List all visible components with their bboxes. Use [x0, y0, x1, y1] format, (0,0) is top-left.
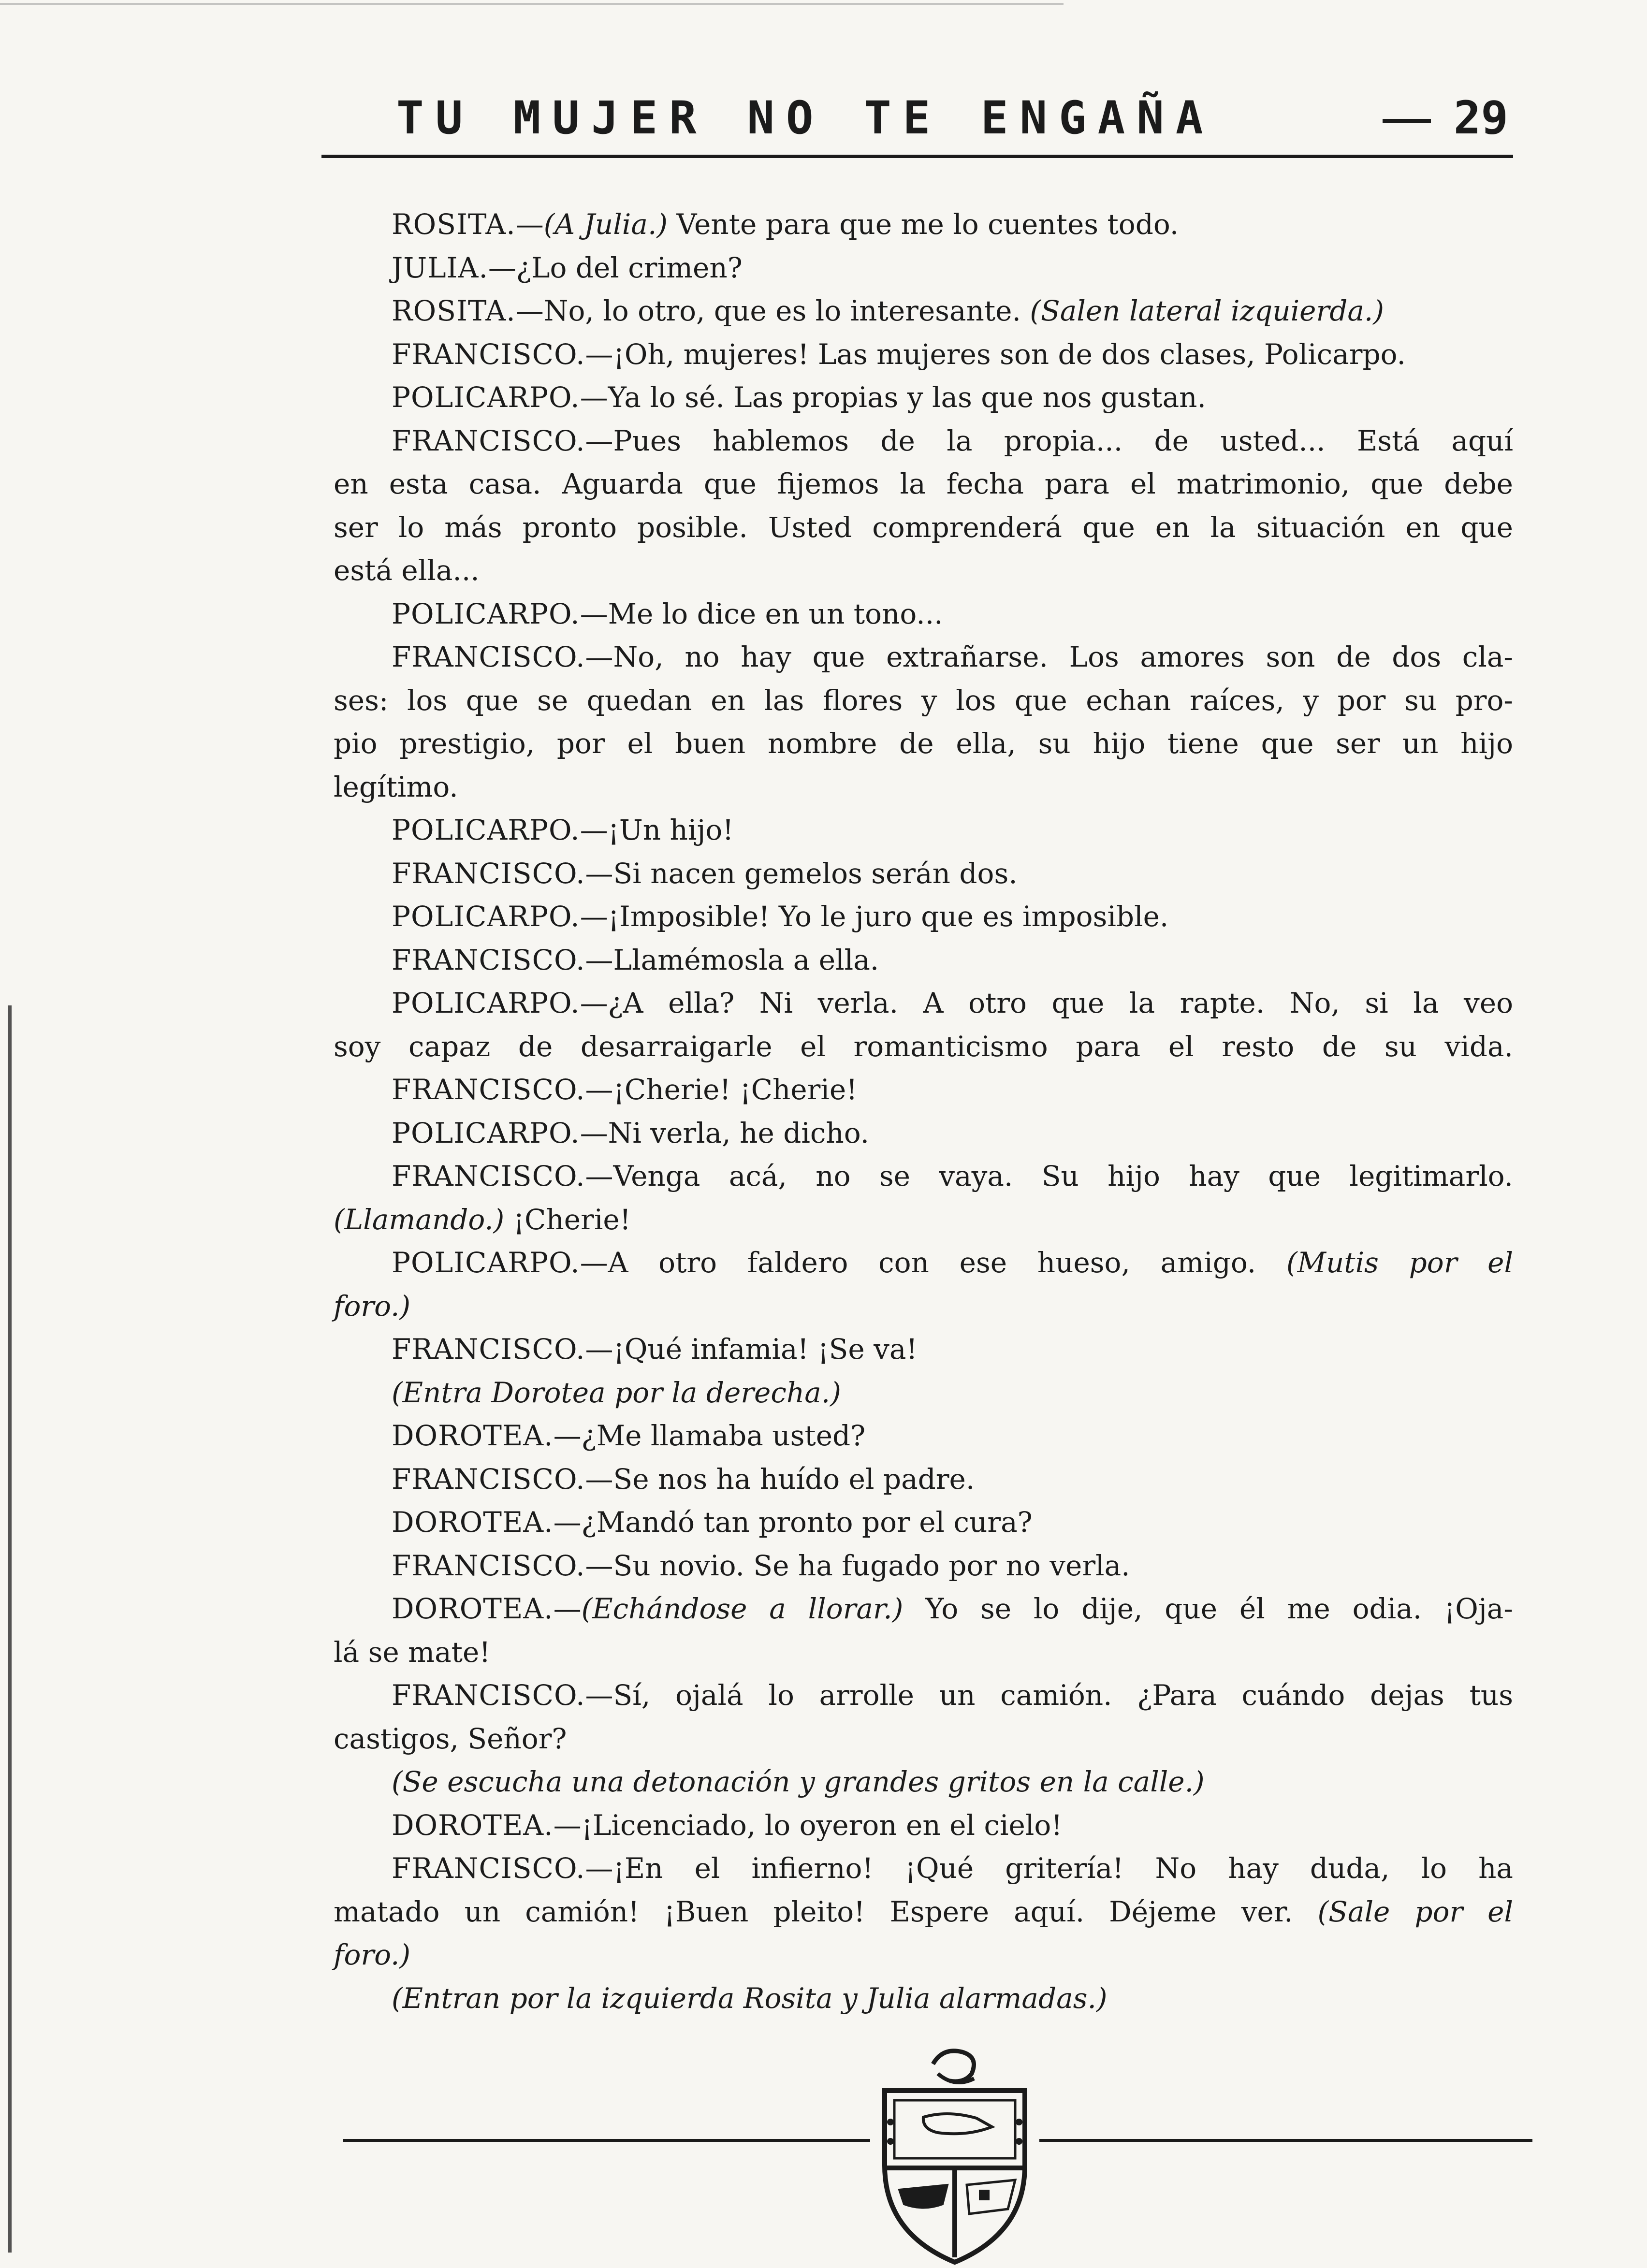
stage-direction: (Entra Dorotea por la derecha.)	[392, 1376, 841, 1409]
text-line	[334, 1890, 1513, 1934]
dialogue-line	[334, 1674, 1513, 1717]
speaker-name: FRANCISCO.	[392, 1073, 585, 1106]
stage-direction: (Sale por el	[1317, 1895, 1513, 1928]
speaker-name: DOROTEA.	[392, 1506, 554, 1539]
dialogue-text: —No, lo otro, que es lo interesante.	[515, 294, 1030, 327]
speaker-name: DOROTEA.	[392, 1592, 554, 1625]
dialogue-line	[334, 982, 1513, 1025]
speaker-name: FRANCISCO.	[392, 424, 585, 457]
dialogue-line	[334, 420, 1513, 463]
dialogue-line	[334, 1328, 1513, 1371]
speaker-name: FRANCISCO.	[392, 640, 585, 673]
page-number: 29	[1453, 92, 1508, 145]
dialogue-line	[334, 809, 1513, 852]
text-line	[334, 506, 1513, 550]
dialogue-text: —A otro faldero con ese hueso, amigo.	[580, 1246, 1286, 1279]
dialogue-text: —¿Lo del crimen?	[488, 251, 743, 284]
dialogue-text: ses: los que se quedan en las flores y los que echan raíces, y por su pro-	[334, 683, 1513, 717]
text-line	[334, 463, 1513, 506]
running-title: TU MUJER NO TE ENGAÑA	[396, 92, 1215, 145]
dialogue-text: ¡Cherie!	[504, 1203, 631, 1236]
stage-direction: (Llamando.)	[334, 1203, 505, 1236]
scan-edge-left	[8, 1005, 12, 2253]
dialogue-line	[334, 333, 1513, 377]
text-line	[334, 1631, 1513, 1674]
dialogue-line	[334, 1501, 1513, 1544]
stage-direction: (A Julia.)	[543, 208, 668, 241]
stage-direction-line	[334, 1198, 1513, 1242]
text-line	[334, 1025, 1513, 1069]
text-line	[334, 766, 1513, 809]
dialogue-line	[334, 1241, 1513, 1285]
dialogue-text: —¡Imposible! Yo le juro que es imposible.	[580, 900, 1169, 933]
dialogue-line	[334, 247, 1513, 290]
dialogue-text: —	[515, 208, 544, 241]
dialogue-line	[334, 376, 1513, 420]
speaker-name: POLICARPO.	[392, 814, 580, 846]
dialogue-text: lá se mate!	[334, 1635, 491, 1669]
dialogue-line	[334, 1847, 1513, 1890]
speaker-name: DOROTEA.	[392, 1419, 554, 1452]
dialogue-line	[334, 1458, 1513, 1501]
dialogue-line	[334, 290, 1513, 333]
dialogue-text: —Venga acá, no se vaya. Su hijo hay que legitimarlo.	[585, 1160, 1513, 1192]
stage-direction-line	[334, 1285, 1513, 1328]
dialogue-text: —Ya lo sé. Las propias y las que nos gustan.	[580, 381, 1206, 414]
dialogue-text: —Ni verla, he dicho.	[580, 1116, 870, 1149]
stage-direction: foro.)	[334, 1289, 411, 1323]
speaker-name: FRANCISCO.	[392, 1160, 585, 1192]
dialogue-text: —	[553, 1592, 582, 1625]
speaker-name: ROSITA.	[392, 294, 516, 327]
speaker-name: FRANCISCO.	[392, 1462, 585, 1496]
dialogue-text: —¡Licenciado, lo oyeron en el cielo!	[553, 1808, 1063, 1842]
page-header	[396, 92, 1508, 145]
speaker-name: FRANCISCO.	[392, 857, 585, 890]
dialogue-text: en esta casa. Aguarda que fijemos la fecha para el matrimonio, que debe	[334, 467, 1513, 500]
speaker-name: POLICARPO.	[392, 1246, 580, 1279]
dialogue-text: —Su novio. Se ha fugado por no verla.	[585, 1549, 1130, 1582]
speaker-name: POLICARPO.	[392, 597, 580, 630]
dialogue-line	[334, 1068, 1513, 1112]
speaker-name: POLICARPO.	[392, 381, 580, 414]
dialogue-text: Yo se lo dije, que él me odia. ¡Oja-	[903, 1592, 1513, 1625]
speaker-name: FRANCISCO.	[392, 1679, 585, 1712]
dialogue-line	[334, 636, 1513, 679]
speaker-name: FRANCISCO.	[392, 337, 585, 371]
dialogue-text: —¡Un hijo!	[580, 814, 734, 846]
dialogue-text: —¿Me llamaba usted?	[553, 1419, 866, 1452]
dialogue-text: —¿A ella? Ni verla. A otro que la rapte. No, si la veo	[580, 987, 1513, 1019]
text-line	[334, 1717, 1513, 1761]
stage-direction: (Mutis por el	[1286, 1246, 1513, 1279]
stage-direction: (Salen lateral izquierda.)	[1030, 294, 1384, 327]
stage-direction: (Se escucha una detonación y grandes gritos en la calle.)	[392, 1765, 1205, 1798]
dialogue-line	[334, 203, 1513, 247]
speaker-name: POLICARPO.	[392, 900, 580, 933]
dialogue-line	[334, 1155, 1513, 1198]
speaker-name: FRANCISCO.	[392, 1852, 585, 1885]
dialogue-text: —¡Oh, mujeres! Las mujeres son de dos clases, Policarpo.	[585, 337, 1406, 371]
dialogue-text: legítimo.	[334, 770, 458, 803]
speaker-name: ROSITA.	[392, 208, 516, 241]
dialogue-text: —¡Cherie! ¡Cherie!	[585, 1073, 858, 1106]
text-line	[334, 679, 1513, 723]
dialogue-text: matado un camión! ¡Buen pleito! Espere aquí. Déjeme ver.	[334, 1895, 1318, 1928]
speaker-name: POLICARPO.	[392, 1116, 580, 1149]
dialogue-text: Vente para que me lo cuentes todo.	[668, 208, 1179, 241]
dialogue-line	[334, 1112, 1513, 1155]
dialogue-text: —¡En el infierno! ¡Qué gritería! No hay duda, lo ha	[585, 1852, 1513, 1885]
stage-direction-line	[334, 1977, 1513, 2021]
footer-rule-right	[1039, 2139, 1532, 2142]
dialogue-line	[334, 1804, 1513, 1847]
dialogue-line	[334, 939, 1513, 982]
dialogue-line	[334, 852, 1513, 896]
text-line	[334, 722, 1513, 766]
scan-edge-top	[0, 3, 1064, 5]
dialogue-line	[334, 1414, 1513, 1458]
dialogue-text: castigos, Señor?	[334, 1722, 567, 1755]
dialogue-text: soy capaz de desarraigarle el romanticismo para el resto de su vida.	[334, 1030, 1513, 1063]
speaker-name: FRANCISCO.	[392, 1333, 585, 1366]
text-line	[334, 549, 1513, 593]
stage-direction: (Echándose a llorar.)	[581, 1592, 904, 1625]
footer-rule-left	[343, 2139, 870, 2142]
header-rule	[321, 155, 1513, 158]
speaker-name: FRANCISCO.	[392, 1549, 585, 1582]
dialogue-text: —¿Mandó tan pronto por el cura?	[553, 1506, 1033, 1539]
dialogue-text: —Pues hablemos de la propia... de usted... Está aquí	[585, 424, 1513, 457]
stage-direction-line	[334, 1760, 1513, 1804]
header-dash	[1383, 119, 1431, 123]
dialogue-line	[334, 1587, 1513, 1631]
speaker-name: JULIA.	[392, 251, 488, 284]
speaker-name: DOROTEA.	[392, 1808, 554, 1842]
stage-direction: (Entran por la izquierda Rosita y Julia alarmadas.)	[392, 1981, 1108, 2015]
coat-of-arms-emblem	[865, 2045, 1044, 2267]
play-text	[334, 203, 1513, 2020]
dialogue-text: —Se nos ha huído el padre.	[585, 1462, 975, 1496]
dialogue-text: —Llamémosla a ella.	[585, 943, 879, 976]
dialogue-line	[334, 895, 1513, 939]
stage-direction: foro.)	[334, 1938, 411, 1971]
dialogue-text: —Si nacen gemelos serán dos.	[585, 857, 1018, 890]
dialogue-line	[334, 1544, 1513, 1588]
speaker-name: FRANCISCO.	[392, 943, 585, 976]
speaker-name: POLICARPO.	[392, 987, 580, 1019]
dialogue-text: pio prestigio, por el buen nombre de ella, su hijo tiene que ser un hijo	[334, 727, 1513, 760]
dialogue-line	[334, 593, 1513, 636]
dialogue-text: —Sí, ojalá lo arrolle un camión. ¿Para cuándo dejas tus	[585, 1679, 1513, 1712]
dialogue-text: —No, no hay que extrañarse. Los amores son de dos cla-	[585, 640, 1513, 673]
stage-direction-line	[334, 1934, 1513, 1977]
dialogue-text: —¡Qué infamia! ¡Se va!	[585, 1333, 918, 1366]
dialogue-text: está ella...	[334, 554, 480, 587]
stage-direction-line	[334, 1371, 1513, 1415]
dialogue-text: —Me lo dice en un tono...	[580, 597, 943, 630]
dialogue-text: ser lo más pronto posible. Usted comprenderá que en la situación en que	[334, 510, 1513, 544]
